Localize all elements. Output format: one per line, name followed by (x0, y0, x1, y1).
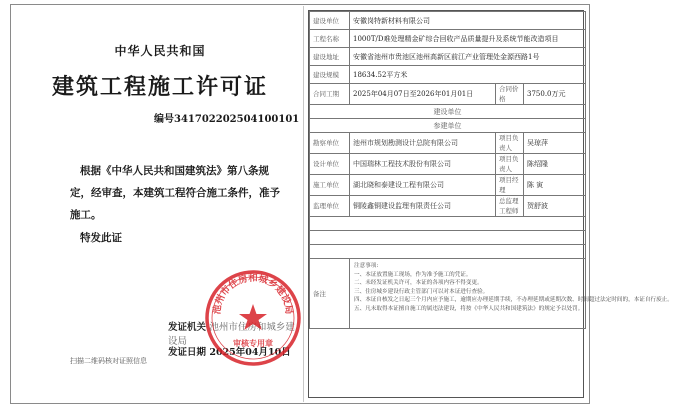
note-line: 一、本证放置施工现场，作为准予施工的凭证。 (354, 271, 472, 278)
value-project-address: 安徽省池州市贵池区池州高新区前江产业管理处金源西路1号 (350, 48, 586, 66)
seal-arc-text: 池州市住房和城乡建设局 (211, 272, 295, 315)
label-design-manager: 项目负责人 (496, 154, 524, 175)
label-construction-unit: 建设单位 (310, 12, 350, 30)
certificate-title: 建筑工程施工许可证 (51, 74, 268, 100)
label-project-address: 建设地址 (310, 48, 350, 66)
row-spacer-3 (310, 245, 586, 259)
header-construction: 建设单位 (310, 105, 586, 119)
row-spacer-1 (310, 217, 586, 231)
certificate-number: 编号341702202504100101 (154, 114, 300, 125)
label-contract-period: 合同工期 (310, 84, 350, 105)
row-construction-contractor (310, 175, 586, 196)
label-contract-price: 合同价格 (496, 84, 524, 105)
seal-bottom-text: 审核专用章 (233, 339, 273, 348)
notes-content (350, 259, 673, 329)
label-supervision-manager: 总监理工程师 (496, 196, 524, 217)
row-survey-unit (310, 133, 586, 154)
label-construction-manager: 项目经理 (496, 175, 524, 196)
label-design-unit: 设计单位 (310, 154, 350, 175)
row-project-name (310, 30, 586, 48)
label-project-name: 工程名称 (310, 30, 350, 48)
note-line: 二、未经发证机关许可，本证的各项内容不得变更。 (354, 280, 483, 287)
issuer-label: 发证机关 (168, 322, 207, 333)
note-line: 四、本证自核发之日起三个月内应予施工，逾期应办理延期手续，不办理延期或延期次数、时间超过法定时间的，本证自行废止。 (354, 297, 673, 304)
value-supervision-manager: 贺舒波 (524, 196, 586, 217)
row-notes (310, 259, 586, 329)
row-contract (310, 84, 586, 105)
header-participants: 参建单位 (310, 119, 586, 133)
scan-qr-hint: 扫描二维码核对证照信息 (70, 357, 147, 365)
certificate-details (308, 10, 673, 398)
row-project-address (310, 48, 586, 66)
label-project-scale: 建设规模 (310, 66, 350, 84)
label-survey-unit: 勘察单位 (310, 133, 350, 154)
official-seal-icon (203, 268, 303, 368)
value-design-manager: 陈绍隆 (524, 154, 586, 175)
certificate-front (20, 10, 300, 398)
value-contract-period: 2025年04月07日至2026年01月01日 (350, 84, 496, 105)
label-supervision-unit: 监理单位 (310, 196, 350, 217)
row-spacer-2 (310, 231, 586, 245)
row-construction-unit (310, 12, 586, 30)
value-supervision-unit: 铜陵鑫铜建设监理有限责任公司 (350, 196, 496, 217)
row-construction-header (310, 105, 586, 119)
label-construction-contractor: 施工单位 (310, 175, 350, 196)
row-supervision-unit (310, 196, 586, 217)
issue-date-label: 发证日期 (168, 347, 207, 358)
label-survey-manager: 项目负责人 (496, 133, 524, 154)
issue-date-value: 2025年04月10日 (209, 347, 291, 358)
value-project-name: 1000T/D难处理精金矿综合回收产品质量提升及系统节能改造项目 (350, 30, 586, 48)
note-line: 三、住房城乡建设行政主管部门可以对本证进行查验。 (354, 288, 489, 295)
page-fold (303, 6, 304, 402)
note-line: 五、凡未取得本证擅自施工的属违法建设，将按《中华人民共和国建筑法》的规定予以处罚。 (354, 305, 584, 312)
value-survey-manager: 吴琼萍 (524, 133, 586, 154)
value-construction-contractor: 湖北晓和泰建设工程有限公司 (350, 175, 496, 196)
value-survey-unit: 池州市规划勘测设计总院有限公司 (350, 133, 496, 154)
details-table (309, 11, 673, 329)
row-project-scale (310, 66, 586, 84)
special-notice: 特发此证 (80, 232, 122, 244)
value-design-unit: 中国瑞林工程技术股份有限公司 (350, 154, 496, 175)
row-design-unit (310, 154, 586, 175)
authorization-paragraph: 根据《中华人民共和国建筑法》第八条规定，经审查，本建筑工程符合施工条件，准予施工。 (70, 165, 280, 221)
note-line: 注意事项: (354, 263, 379, 269)
value-contract-price: 3750.0万元 (524, 84, 586, 105)
row-participants-header (310, 119, 586, 133)
label-notes: 备注 (310, 259, 350, 329)
country-name: 中华人民共和国 (114, 44, 206, 58)
value-project-scale: 18634.52平方米 (350, 66, 586, 84)
issuer-value: 池州市住房和城乡建设局 (168, 322, 295, 347)
value-construction-unit: 安徽岗特新材料有限公司 (350, 12, 586, 30)
value-construction-manager: 陈 寅 (524, 175, 586, 196)
